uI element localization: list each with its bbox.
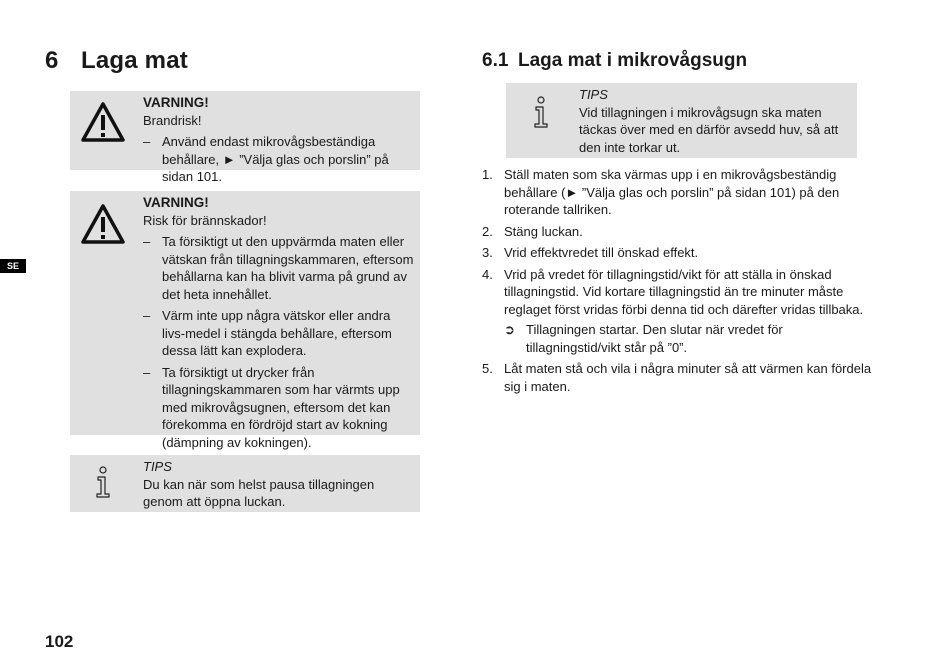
chapter-title-text: Laga mat: [81, 47, 188, 74]
step-text: Vrid effektvredet till önskad effekt.: [504, 245, 699, 260]
warning-heading: VARNING!: [143, 195, 209, 210]
info-i-icon: [532, 96, 550, 133]
tip-box-pause: [70, 455, 420, 512]
warning-box-burn: [70, 191, 420, 450]
step-text: Ställ maten som ska värmas upp i en mikrovågsbeständig behållare (► ”Välja glas och porslin” på sidan 101) på den roterande tallriken.: [504, 167, 840, 217]
warning-subtitle: Risk för brännskador!: [143, 212, 267, 228]
chapter-title: [45, 47, 188, 75]
warning-triangle-icon: [80, 101, 126, 148]
step-item: [482, 223, 877, 241]
warning-box-fire: [70, 91, 420, 184]
warning-item-text: Använd endast mikrovågsbeständiga behållare, ► ”Välja glas och porslin” på sidan 101.: [162, 134, 389, 184]
warning-item: [143, 364, 415, 452]
step-text: Stäng luckan.: [504, 223, 583, 239]
step-number: 3.: [482, 245, 493, 260]
tip-heading: TIPS: [143, 459, 172, 474]
instruction-steps: [482, 166, 877, 399]
tip-box-cover: [506, 83, 857, 158]
step-result: [504, 321, 877, 356]
warning-heading: VARNING!: [143, 95, 209, 110]
info-i-icon: [94, 466, 112, 503]
tip-heading: TIPS: [579, 87, 608, 102]
tip-text: Du kan när som helst pausa tillagningen genom att öppna luckan.: [143, 476, 375, 509]
page-number: 102: [45, 632, 74, 651]
dash-bullet: –: [143, 234, 151, 249]
step-number: 5.: [482, 361, 493, 376]
warning-subtitle: Brandrisk!: [143, 112, 202, 128]
result-text: Tillagningen startar. Den slutar när vredet för tillagningstid/vikt står på ”0”.: [526, 322, 783, 355]
result-arrow-icon: ➲: [504, 322, 515, 337]
warning-item: [143, 133, 415, 186]
chapter-number: 6: [45, 47, 59, 74]
warning-item: [143, 233, 415, 303]
section-number: 6.1: [482, 50, 509, 71]
step-text: Vrid på vredet för tillagningstid/vikt för att ställa in önskad tillagningstid. Vid kortare tillagningstid än tre minuter måste reglaget först vridas förbi denna tid och därefter vridas tillbaka.: [504, 266, 864, 317]
section-title-text: Laga mat i mikrovågsugn: [518, 50, 748, 71]
warning-triangle-icon: [80, 203, 126, 250]
section-title: [482, 50, 747, 72]
warning-item-text: Ta försiktigt ut drycker från tillagningskammaren som har värmts upp med mikrovågsugnen, eftersom det kan förekomma en fördröjd start av kokning (dämpning av kokningen).: [162, 364, 400, 450]
step-item: [482, 244, 877, 262]
step-item: [482, 266, 877, 357]
step-item: [482, 166, 877, 219]
dash-bullet: –: [143, 134, 151, 149]
warning-item: [143, 307, 415, 360]
tip-text: Vid tillagningen i mikrovågsugn ska maten täckas över med en därför avsedd huv, så att den inte torkar ut.: [579, 104, 839, 155]
step-text: Låt maten stå och vila i några minuter så att värmen kan fördela sig i maten.: [504, 361, 872, 394]
language-tab: SE: [0, 259, 26, 273]
dash-bullet: –: [143, 308, 151, 323]
warning-item-text: Ta försiktigt ut den uppvärmda maten eller vätskan från tillagningskammaren, eftersom behållarna kan ha blivit varma på grund av det heta innehållet.: [162, 234, 414, 302]
warning-item-text: Värm inte upp några vätskor eller andra livs-medel i stängda behållare, eftersom dessa lätt kan explodera.: [162, 308, 392, 358]
dash-bullet: –: [143, 364, 151, 380]
step-number: 1.: [482, 167, 493, 182]
step-number: 4.: [482, 266, 493, 282]
step-number: 2.: [482, 223, 493, 239]
step-item: [482, 360, 877, 395]
